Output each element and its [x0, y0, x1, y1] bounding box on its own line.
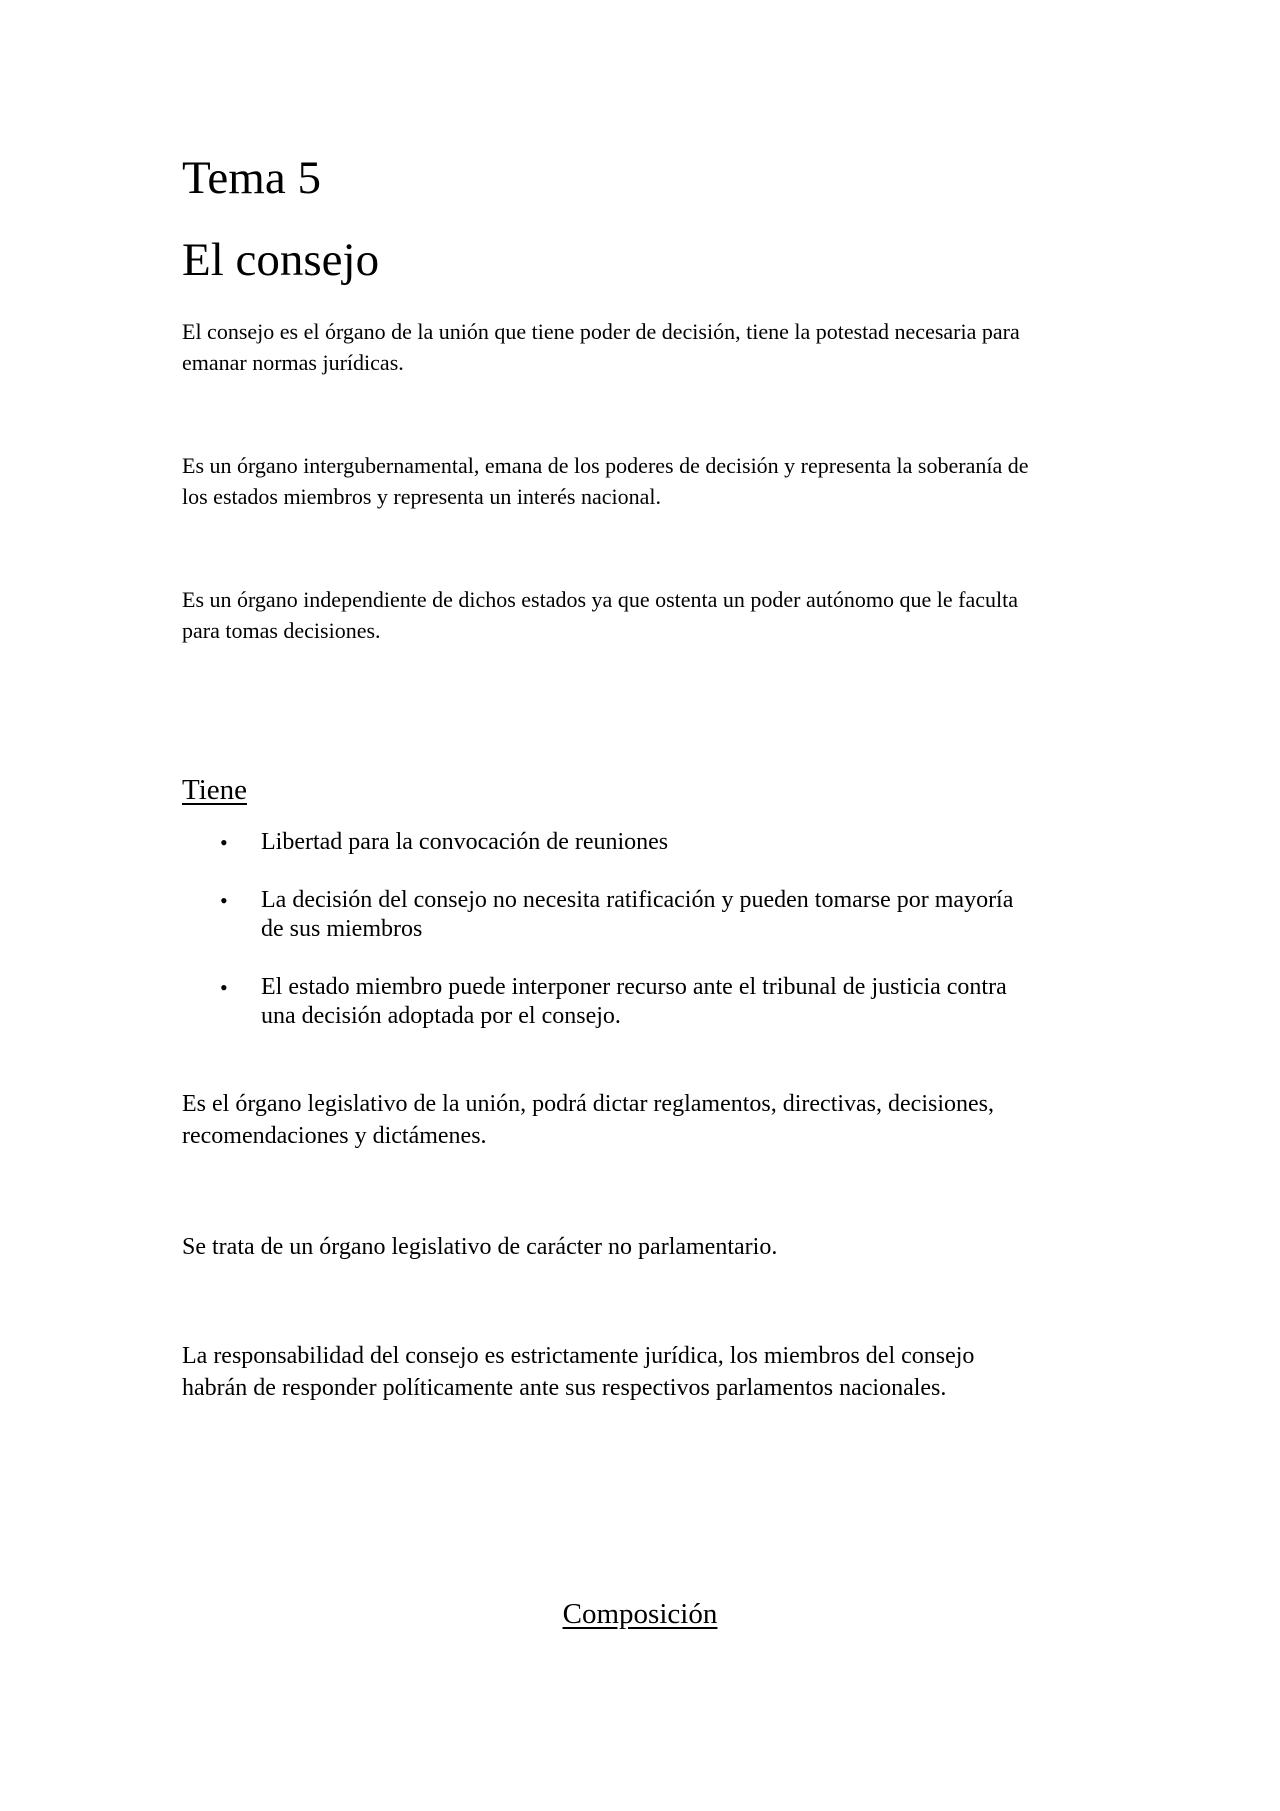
body-paragraph-2 [182, 1231, 777, 1263]
document-title: Tema 5 [182, 152, 321, 204]
paragraph-line: habrán de responder políticamente ante sus respectivos parlamentos nacionales. [182, 1375, 947, 1401]
bullet-line: La decisión del consejo no necesita ratificación y pueden tomarse por mayoría [261, 887, 1014, 913]
bullet-icon: • [220, 830, 228, 855]
bullet-line: Libertad para la convocación de reuniones [261, 829, 669, 855]
paragraph-line: Es el órgano legislativo de la unión, podrá dictar reglamentos, directivas, decisiones, [182, 1091, 994, 1117]
section-heading-tiene: Tiene [182, 774, 247, 806]
body-paragraph-1 [182, 1088, 994, 1152]
composicion-heading-text: Composición [562, 1598, 718, 1630]
paragraph-line: emanar normas jurídicas. [182, 350, 404, 375]
bullet-line: una decisión adoptada por el consejo. [261, 1003, 621, 1029]
list-item [182, 828, 1082, 857]
paragraph-line: Es un órgano independiente de dichos estados ya que ostenta un poder autónomo que le faculta [182, 587, 1018, 612]
list-item [182, 973, 1082, 1031]
paragraph-line: Es un órgano intergubernamental, emana de los poderes de decisión y representa la soberanía de [182, 453, 1029, 478]
intro-paragraph-1 [182, 316, 1020, 378]
bullet-line: de sus miembros [261, 916, 423, 942]
body-paragraph-3 [182, 1340, 974, 1404]
paragraph-line: El consejo es el órgano de la unión que tiene poder de decisión, tiene la potestad necesaria para [182, 319, 1020, 344]
paragraph-line: La responsabilidad del consejo es estrictamente jurídica, los miembros del consejo [182, 1343, 975, 1369]
section-heading-composicion [0, 1596, 1280, 1632]
paragraph-line: los estados miembros y representa un interés nacional. [182, 484, 661, 509]
intro-paragraph-2 [182, 450, 1029, 512]
paragraph-line: recomendaciones y dictámenes. [182, 1123, 487, 1149]
paragraph-line: Se trata de un órgano legislativo de carácter no parlamentario. [182, 1234, 778, 1260]
paragraph-line: para tomas decisiones. [182, 618, 381, 643]
list-item [182, 886, 1082, 944]
intro-paragraph-3 [182, 584, 1018, 646]
bullet-line: El estado miembro puede interponer recurso ante el tribunal de justicia contra [261, 974, 1007, 1000]
document-subtitle: El consejo [182, 234, 380, 286]
bullet-icon: • [220, 975, 228, 1000]
tiene-bullet-list [182, 828, 1082, 1060]
bullet-icon: • [220, 888, 228, 913]
